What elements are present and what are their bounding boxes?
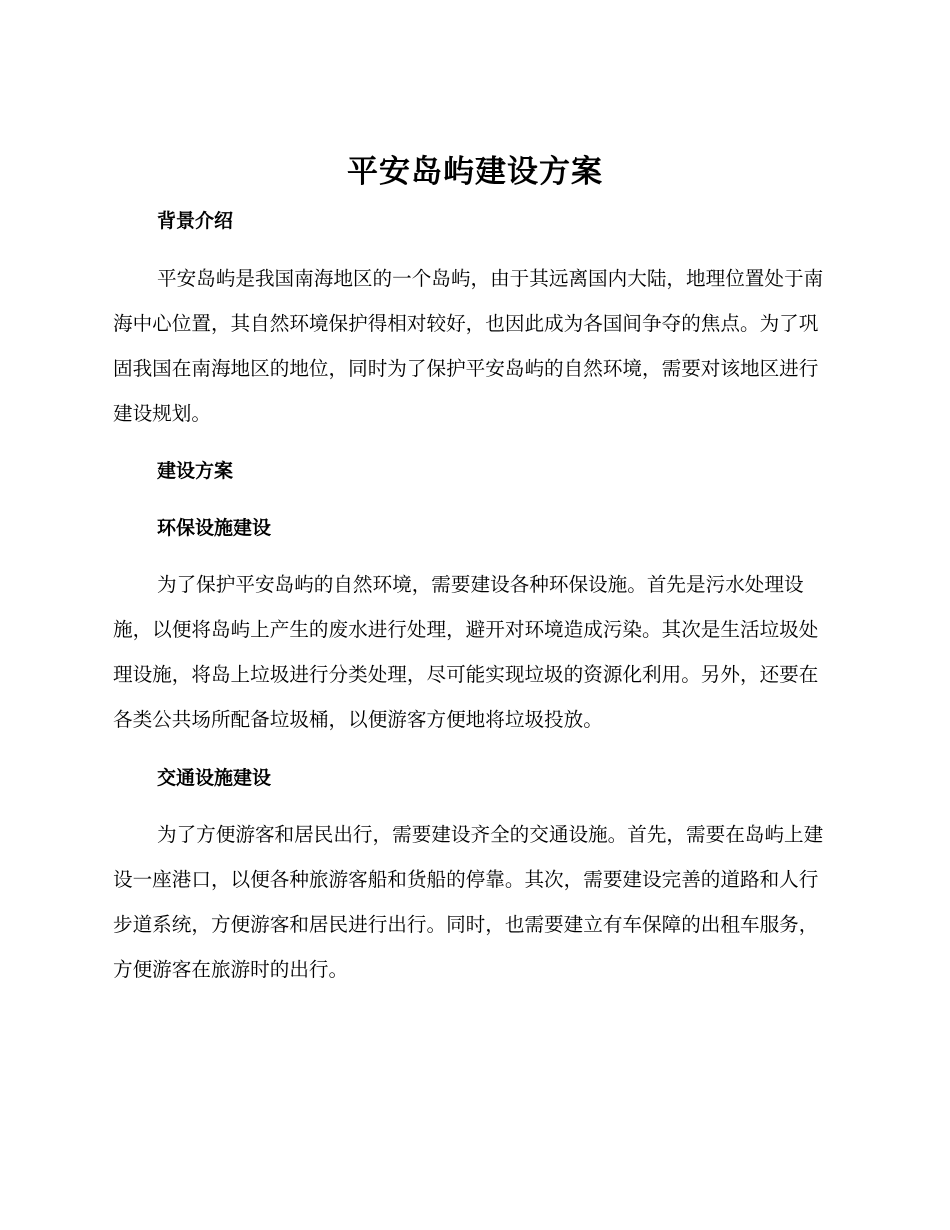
paragraph-background: 平安岛屿是我国南海地区的一个岛屿，由于其远离国内大陆，地理位置处于南海中心位置，其自然环境保护得相对较好，也因此成为各国间争夺的焦点。为了巩固我国在南海地区的地位，同时为了保护平安岛屿的自然环境，需要对该地区进行建设规划。 <box>113 267 824 425</box>
section-heading-plan: 建设方案 <box>157 460 234 482</box>
paragraph-traffic: 为了方便游客和居民出行，需要建设齐全的交通设施。首先，需要在岛屿上建设一座港口，以便各种旅游客船和货船的停靠。其次，需要建设完善的道路和人行步道系统，方便游客和居民进行出行。同时，也需要建立有车保障的出租车服务，方便游客在旅游时的出行。 <box>113 823 824 981</box>
document-title: 平安岛屿建设方案 <box>347 154 603 190</box>
section-heading-background: 背景介绍 <box>157 210 234 232</box>
paragraph-environmental: 为了保护平安岛屿的自然环境，需要建设各种环保设施。首先是污水处理设施，以便将岛屿上产生的废水进行处理，避开对环境造成污染。其次是生活垃圾处理设施，将岛上垃圾进行分类处理，尽可能实现垃圾的资源化利用。另外，还要在各类公共场所配备垃圾桶，以便游客方便地将垃圾投放。 <box>113 573 819 731</box>
section-heading-environmental: 环保设施建设 <box>157 517 272 539</box>
section-heading-traffic: 交通设施建设 <box>157 767 272 789</box>
